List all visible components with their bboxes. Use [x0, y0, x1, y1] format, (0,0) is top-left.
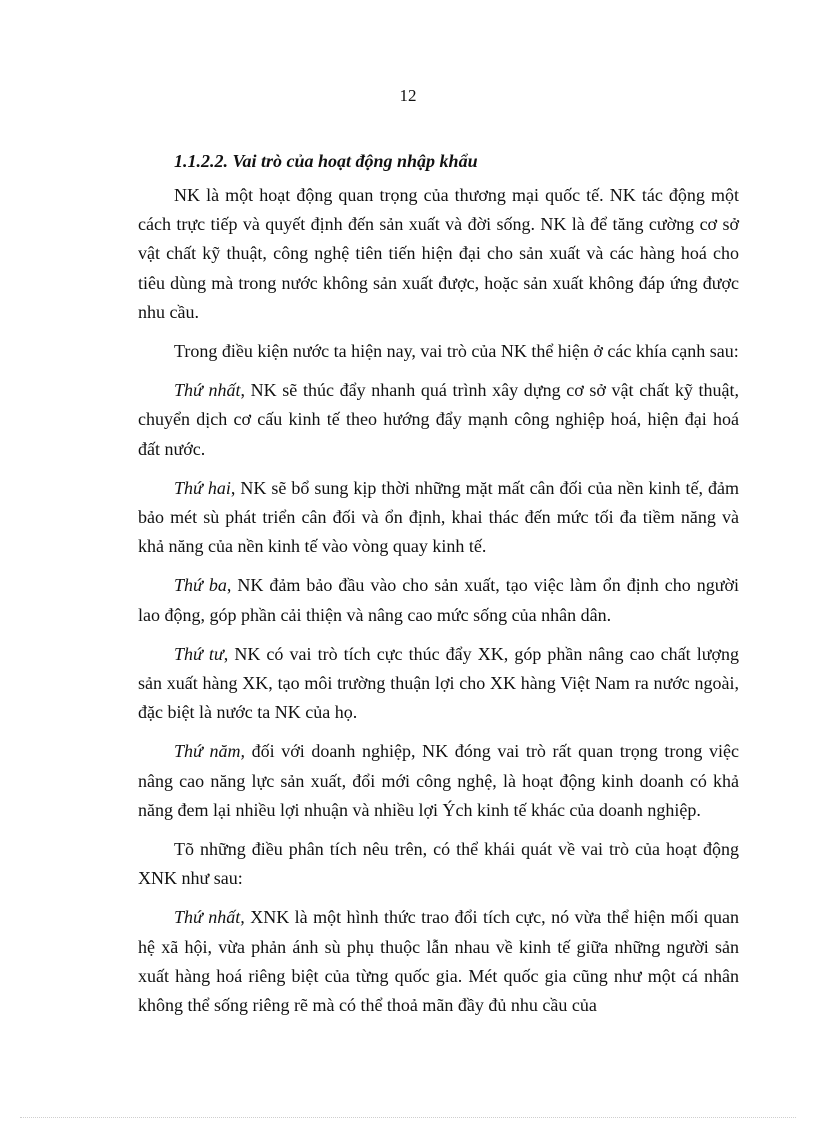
paragraph — [138, 376, 739, 464]
section-heading: 1.1.2.2. Vai trò của hoạt động nhập khẩu — [174, 151, 478, 171]
paragraph — [138, 835, 739, 893]
paragraph — [138, 571, 739, 629]
paragraph-text: , NK sẽ thúc đẩy nhanh quá trình xây dựng cơ sở vật chất kỹ thuật, chuyển dịch cơ cấu kinh tế theo hướng đẩy mạnh công nghiệp hoá, hiện đại hoá đất nước. — [138, 380, 739, 459]
paragraph-lead: Thứ nhất — [174, 380, 241, 401]
paragraph-text: XNK là một hình thức trao đổi tích cực, nó vừa thể hiện mối quan hệ xã hội, vừa phản ánh sù phụ thuộc lẫn nhau về kinh tế giữa những người sản xuất hàng hoá riêng biệt của từng quốc gia. Mét quốc gia cũng như một cá nhân không thể sống riêng rẽ mà có thể thoả mãn đầy đủ nhu cầu của — [138, 907, 739, 1016]
paragraph-text: , NK đảm bảo đầu vào cho sản xuất, tạo việc làm ổn định cho người lao động, góp phần cải thiện và nâng cao mức sống của nhân dân. — [138, 575, 740, 625]
paragraph-text: , NK sẽ bổ sung kịp thời những mặt mất cân đối của nền kinh tế, đảm bảo mét sù phát triển cân đối và ổn định, khai thác đến mức tối đa tiềm năng và khả năng của nền kinh tế vào vòng quay kinh tế. — [138, 477, 739, 557]
paragraph-lead: Thứ nhất, — [174, 907, 245, 928]
paragraph — [138, 737, 739, 825]
paragraph-text: NK là một hoạt động quan trọng của thương mại quốc tế. NK tác động một cách trực tiếp và quyết định đến sản xuất và đời sống. NK là để tăng cường cơ sở vật chất kỹ thuật, công nghệ tiên tiến hiện đại cho sản xuất và các hàng hoá cho tiêu dùng mà trong nước không sản xuất được, hoặc sản xuất không đáp ứng được nhu cầu. — [138, 185, 739, 322]
paragraph — [138, 474, 739, 562]
paragraph-text: , NK có vai trò tích cực thúc đẩy XK, góp phần nâng cao chất lượng sản xuất hàng XK, tạo môi trường thuận lợi cho XK hàng Việt Nam ra nước ngoài, đặc biệt là nước ta NK của họ. — [138, 643, 739, 723]
paragraph-lead: Thứ hai — [174, 477, 231, 498]
page-bottom-divider — [20, 1117, 796, 1118]
paragraph-lead: Thứ tư — [174, 643, 224, 664]
paragraph — [138, 181, 739, 327]
paragraph — [138, 640, 739, 728]
paragraph — [138, 337, 739, 366]
paragraph-lead: Thứ ba — [174, 575, 227, 596]
paragraph-text: Trong điều kiện nước ta hiện nay, vai trò của NK thể hiện ở các khía cạnh sau: — [174, 341, 739, 362]
page-number: 12 — [399, 86, 417, 105]
paragraph-lead: Thứ năm, — [174, 741, 245, 762]
page-body — [138, 148, 739, 1030]
paragraph-text: đối với doanh nghiệp, NK đóng vai trò rất quan trọng trong việc nâng cao năng lực sản xuất, đổi mới công nghệ, là hoạt động kinh doanh có khả năng đem lại nhiều lợi nhuận và nhiều lợi Ých kinh tế khác của doanh nghiệp. — [138, 741, 739, 820]
paragraph-text: Tõ những điều phân tích nêu trên, có thể khái quát về vai trò của hoạt động XNK như sau: — [138, 839, 739, 889]
paragraph — [138, 903, 739, 1020]
